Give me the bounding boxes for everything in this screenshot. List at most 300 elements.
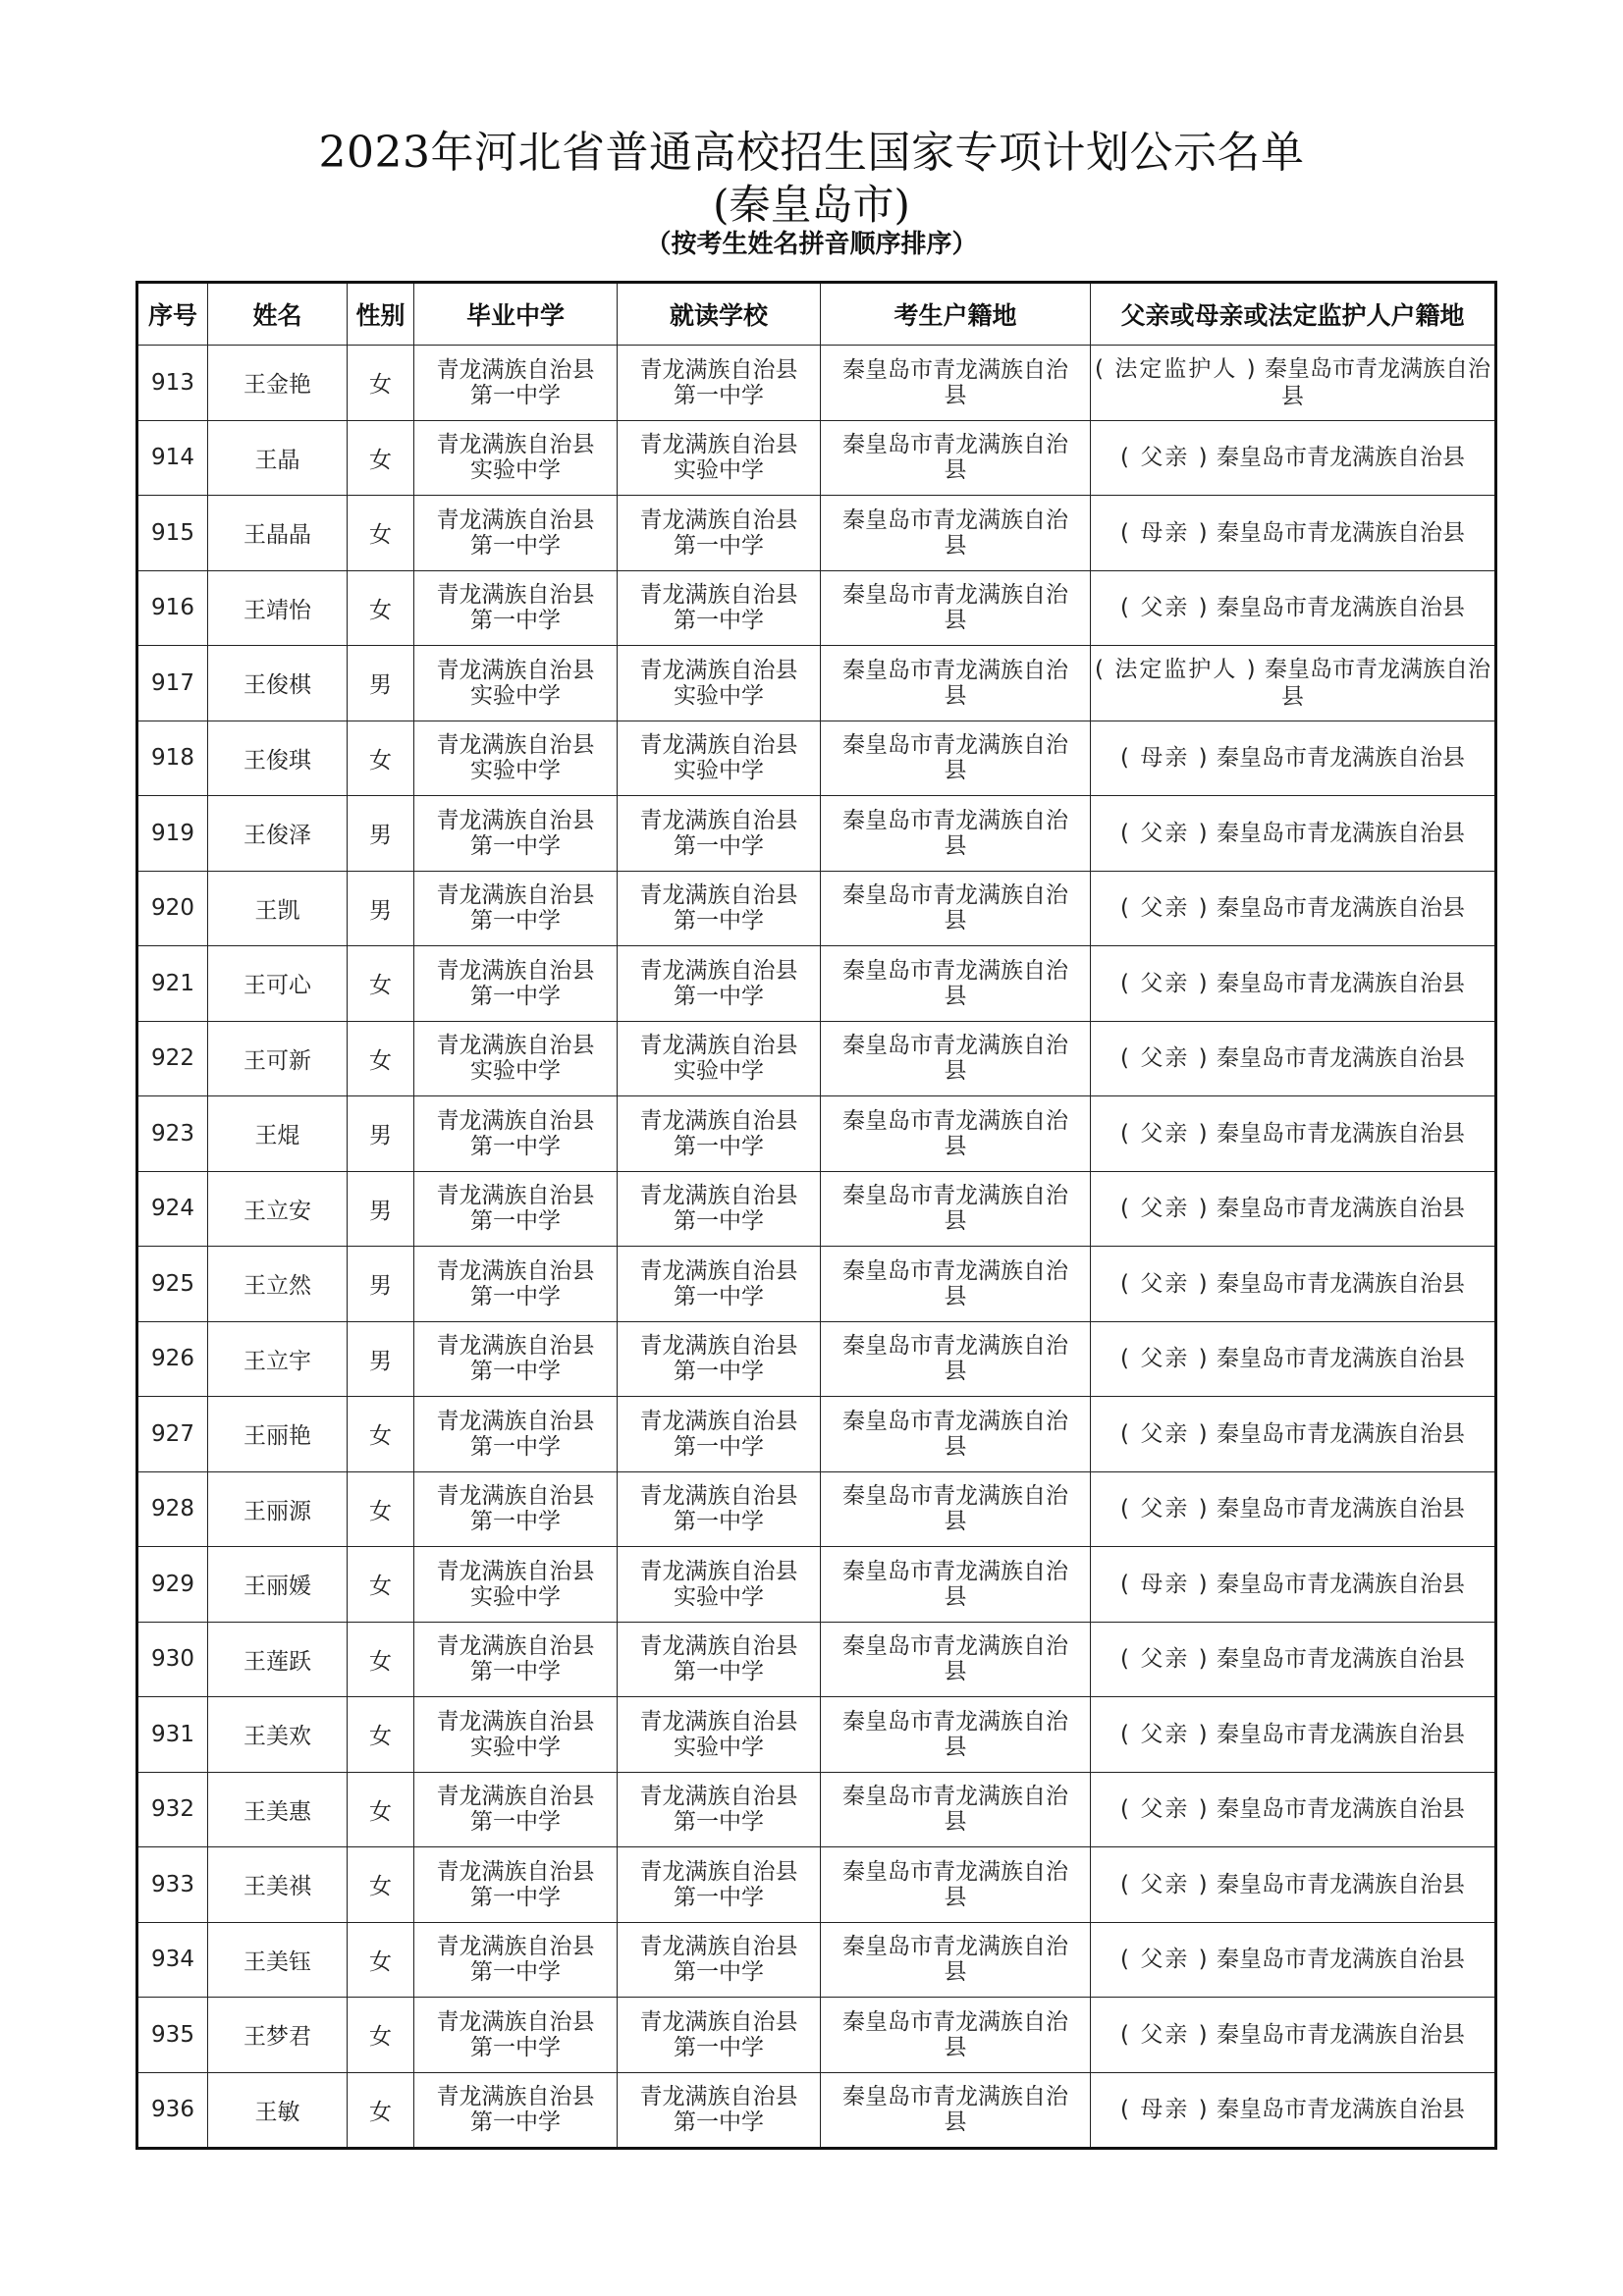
current-school-line-1: 青龙满族自治县 — [639, 957, 798, 984]
grad-school-line-1: 青龙满族自治县 — [436, 1558, 595, 1584]
row-parent-hukou — [1091, 1321, 1496, 1397]
hukou-line-1: 秦皇岛市青龙满族自治 — [842, 882, 1068, 909]
parent-location: 秦皇岛市青龙满族自治县 — [1216, 2097, 1465, 2123]
row-parent-hukou — [1091, 1772, 1496, 1847]
row-name: 王可新 — [208, 1021, 348, 1096]
parent-location: 秦皇岛市青龙满族自治县 — [1216, 1796, 1465, 1823]
grad-school-line-2: 第一中学 — [470, 2034, 561, 2060]
hukou-line-2: 县 — [944, 2034, 967, 2060]
row-parent-hukou — [1091, 946, 1496, 1022]
table-row — [137, 721, 1496, 796]
current-school-line-1: 青龙满族自治县 — [639, 1708, 798, 1735]
row-gender: 女 — [348, 1847, 414, 1923]
parent-location: 秦皇岛市青龙满族自治县 — [1216, 1120, 1465, 1147]
row-hukou — [821, 871, 1091, 946]
row-gender: 女 — [348, 1021, 414, 1096]
grad-school-line-2: 第一中学 — [470, 1133, 561, 1159]
row-gender: 男 — [348, 1247, 414, 1322]
grad-school-line-2: 第一中学 — [470, 1959, 561, 1986]
grad-school-line-2: 实验中学 — [470, 1058, 561, 1085]
grad-school-line-1: 青龙满族自治县 — [436, 582, 595, 609]
row-name: 王丽源 — [208, 1471, 348, 1547]
grad-school-line-1: 青龙满族自治县 — [436, 1784, 595, 1810]
grad-school-line-1: 青龙满族自治县 — [436, 356, 595, 383]
current-school-line-1: 青龙满族自治县 — [639, 732, 798, 759]
row-name: 王丽媛 — [208, 1547, 348, 1623]
city-subtitle: (秦皇岛市) — [713, 181, 910, 229]
table-row — [137, 496, 1496, 571]
parent-relation: ( 父亲 ) — [1120, 1346, 1210, 1372]
row-grad-school — [414, 420, 618, 496]
hukou-line-1: 秦皇岛市青龙满族自治 — [842, 1858, 1068, 1885]
row-gender: 女 — [348, 1772, 414, 1847]
row-name: 王焜 — [208, 1096, 348, 1172]
row-hukou — [821, 1321, 1091, 1397]
parent-relation: ( 父亲 ) — [1120, 1646, 1210, 1673]
current-school-line-1: 青龙满族自治县 — [639, 1558, 798, 1584]
current-school-line-1: 青龙满族自治县 — [639, 1858, 798, 1885]
hukou-line-2: 县 — [944, 608, 967, 634]
table-row — [137, 1397, 1496, 1472]
row-name: 王立宇 — [208, 1321, 348, 1397]
row-name: 王俊棋 — [208, 646, 348, 721]
grad-school-line-1: 青龙满族自治县 — [436, 1333, 595, 1360]
row-current-school — [618, 1096, 821, 1172]
grad-school-line-2: 第一中学 — [470, 832, 561, 859]
grad-school-line-1: 青龙满族自治县 — [436, 1033, 595, 1059]
hukou-line-1: 秦皇岛市青龙满族自治 — [842, 1033, 1068, 1059]
hukou-line-2: 县 — [944, 2109, 967, 2136]
hukou-line-1: 秦皇岛市青龙满族自治 — [842, 1107, 1068, 1134]
row-name: 王晶晶 — [208, 496, 348, 571]
grad-school-line-2: 第一中学 — [470, 1509, 561, 1535]
row-hukou — [821, 496, 1091, 571]
row-seq: 925 — [137, 1247, 208, 1322]
row-grad-school — [414, 1096, 618, 1172]
row-name: 王晶 — [208, 420, 348, 496]
hukou-line-2: 县 — [944, 457, 967, 484]
grad-school-line-2: 实验中学 — [470, 1583, 561, 1610]
row-gender: 男 — [348, 1171, 414, 1247]
row-name: 王梦君 — [208, 1998, 348, 2073]
parent-location: 秦皇岛市青龙满族自治县 — [1216, 595, 1465, 621]
row-grad-school — [414, 796, 618, 872]
row-parent-hukou — [1091, 1622, 1496, 1697]
hukou-line-2: 县 — [944, 1583, 967, 1610]
hukou-line-1: 秦皇岛市青龙满族自治 — [842, 807, 1068, 833]
grad-school-line-1: 青龙满族自治县 — [436, 1107, 595, 1134]
parent-relation: ( 父亲 ) — [1120, 820, 1210, 846]
parent-location: 秦皇岛市青龙满族自治县 — [1216, 1496, 1465, 1522]
row-seq: 934 — [137, 1922, 208, 1998]
row-name: 王立安 — [208, 1171, 348, 1247]
table-row — [137, 1171, 1496, 1247]
current-school-line-2: 第一中学 — [674, 1133, 764, 1159]
row-name: 王可心 — [208, 946, 348, 1022]
hukou-line-1: 秦皇岛市青龙满族自治 — [842, 2008, 1068, 2035]
table-row — [137, 420, 1496, 496]
row-hukou — [821, 1096, 1091, 1172]
table-row — [137, 2072, 1496, 2149]
current-school-line-2: 第一中学 — [674, 1884, 764, 1910]
hukou-line-2: 县 — [944, 682, 967, 709]
grad-school-line-1: 青龙满族自治县 — [436, 957, 595, 984]
hukou-line-2: 县 — [944, 1058, 967, 1085]
row-parent-hukou — [1091, 871, 1496, 946]
row-seq: 929 — [137, 1547, 208, 1623]
hukou-line-2: 县 — [944, 908, 967, 934]
hukou-line-2: 县 — [944, 758, 967, 784]
sort-note: （按考生姓名拼音顺序排序） — [645, 230, 978, 259]
grad-school-line-2: 第一中学 — [470, 608, 561, 634]
parent-relation: ( 父亲 ) — [1120, 1045, 1210, 1072]
current-school-line-2: 第一中学 — [674, 983, 764, 1009]
grad-school-line-1: 青龙满族自治县 — [436, 1858, 595, 1885]
row-seq: 926 — [137, 1321, 208, 1397]
row-gender: 女 — [348, 1922, 414, 1998]
current-school-line-1: 青龙满族自治县 — [639, 657, 798, 683]
grad-school-line-2: 第一中学 — [470, 983, 561, 1009]
row-seq: 924 — [137, 1171, 208, 1247]
parent-location: 秦皇岛市青龙满族自治县 — [1216, 1947, 1465, 1973]
table-row — [137, 1471, 1496, 1547]
row-current-school — [618, 1998, 821, 2073]
row-parent-hukou — [1091, 1847, 1496, 1923]
column-header-gender: 性别 — [348, 283, 414, 346]
current-school-line-1: 青龙满族自治县 — [639, 507, 798, 533]
grad-school-line-2: 实验中学 — [470, 682, 561, 709]
row-grad-school — [414, 1622, 618, 1697]
row-parent-hukou — [1091, 1547, 1496, 1623]
parent-relation: ( 父亲 ) — [1120, 1496, 1210, 1522]
row-grad-school — [414, 496, 618, 571]
hukou-line-1: 秦皇岛市青龙满族自治 — [842, 1333, 1068, 1360]
current-school-line-1: 青龙满族自治县 — [639, 1033, 798, 1059]
grad-school-line-1: 青龙满族自治县 — [436, 2008, 595, 2035]
row-grad-school — [414, 646, 618, 721]
row-hukou — [821, 646, 1091, 721]
row-grad-school — [414, 1922, 618, 1998]
parent-relation: ( 父亲 ) — [1120, 970, 1210, 996]
row-parent-hukou — [1091, 2072, 1496, 2149]
current-school-line-1: 青龙满族自治县 — [639, 807, 798, 833]
parent-location: 秦皇岛市青龙满族自治县 — [1216, 1871, 1465, 1897]
grad-school-line-2: 第一中学 — [470, 1208, 561, 1235]
row-grad-school — [414, 1247, 618, 1322]
row-current-school — [618, 1922, 821, 1998]
grad-school-line-1: 青龙满族自治县 — [436, 1408, 595, 1434]
current-school-line-1: 青龙满族自治县 — [639, 1107, 798, 1134]
row-grad-school — [414, 871, 618, 946]
parent-location: 秦皇岛市青龙满族自治县 — [1216, 2021, 1465, 2048]
row-current-school — [618, 946, 821, 1022]
grad-school-line-1: 青龙满族自治县 — [436, 1934, 595, 1960]
parent-relation: ( 父亲 ) — [1120, 2021, 1210, 2048]
parent-location: 秦皇岛市青龙满族自治县 — [1216, 1571, 1465, 1597]
column-header-grad-school: 毕业中学 — [414, 283, 618, 346]
row-seq: 932 — [137, 1772, 208, 1847]
parent-relation: ( 母亲 ) — [1120, 745, 1210, 772]
row-parent-hukou — [1091, 1998, 1496, 2073]
row-gender: 女 — [348, 420, 414, 496]
row-gender: 女 — [348, 2072, 414, 2149]
row-grad-school — [414, 2072, 618, 2149]
hukou-line-2: 县 — [944, 1659, 967, 1685]
row-seq: 915 — [137, 496, 208, 571]
row-current-school — [618, 796, 821, 872]
row-current-school — [618, 1847, 821, 1923]
table-row — [137, 796, 1496, 872]
row-grad-school — [414, 346, 618, 421]
row-hukou — [821, 1547, 1091, 1623]
row-name: 王俊泽 — [208, 796, 348, 872]
row-current-school — [618, 2072, 821, 2149]
grad-school-line-1: 青龙满族自治县 — [436, 507, 595, 533]
current-school-line-2: 第一中学 — [674, 532, 764, 559]
parent-location: 秦皇岛市青龙满族自治县 — [1216, 1721, 1465, 1747]
row-hukou — [821, 1922, 1091, 1998]
row-seq: 931 — [137, 1697, 208, 1773]
row-hukou — [821, 1397, 1091, 1472]
grad-school-line-1: 青龙满族自治县 — [436, 1257, 595, 1284]
parent-relation: ( 父亲 ) — [1120, 1871, 1210, 1897]
row-hukou — [821, 1471, 1091, 1547]
row-current-school — [618, 570, 821, 646]
grad-school-line-2: 第一中学 — [470, 2109, 561, 2136]
hukou-line-1: 秦皇岛市青龙满族自治 — [842, 1257, 1068, 1284]
hukou-line-2: 县 — [944, 1809, 967, 1836]
row-seq: 936 — [137, 2072, 208, 2149]
row-parent-hukou — [1091, 1096, 1496, 1172]
hukou-line-1: 秦皇岛市青龙满族自治 — [842, 1183, 1068, 1209]
current-school-line-2: 实验中学 — [674, 1734, 764, 1760]
row-grad-school — [414, 721, 618, 796]
current-school-line-2: 第一中学 — [674, 908, 764, 934]
row-grad-school — [414, 1021, 618, 1096]
row-parent-hukou — [1091, 1397, 1496, 1472]
row-current-school — [618, 1772, 821, 1847]
table-row — [137, 646, 1496, 721]
row-current-school — [618, 1397, 821, 1472]
hukou-line-2: 县 — [944, 1884, 967, 1910]
parent-location: 秦皇岛市青龙满族自治县 — [1216, 445, 1465, 471]
row-parent-hukou — [1091, 1471, 1496, 1547]
row-grad-school — [414, 1772, 618, 1847]
page-title: 2023年河北省普通高校招生国家专项计划公示名单 — [318, 128, 1305, 178]
column-header-current-school: 就读学校 — [618, 283, 821, 346]
row-current-school — [618, 1171, 821, 1247]
parent-location: 秦皇岛市青龙满族自治县 — [1216, 1646, 1465, 1673]
grad-school-line-1: 青龙满族自治县 — [436, 882, 595, 909]
grad-school-line-1: 青龙满族自治县 — [436, 807, 595, 833]
current-school-line-2: 第一中学 — [674, 1509, 764, 1535]
current-school-line-1: 青龙满族自治县 — [639, 1934, 798, 1960]
current-school-line-2: 第一中学 — [674, 1359, 764, 1385]
row-current-school — [618, 346, 821, 421]
row-grad-school — [414, 1171, 618, 1247]
row-hukou — [821, 1998, 1091, 2073]
current-school-line-1: 青龙满族自治县 — [639, 2084, 798, 2110]
row-seq: 922 — [137, 1021, 208, 1096]
row-gender: 女 — [348, 1622, 414, 1697]
row-gender: 男 — [348, 646, 414, 721]
parent-relation: ( 父亲 ) — [1120, 1721, 1210, 1747]
current-school-line-1: 青龙满族自治县 — [639, 882, 798, 909]
row-grad-school — [414, 1697, 618, 1773]
row-gender: 男 — [348, 796, 414, 872]
row-gender: 女 — [348, 570, 414, 646]
parent-relation: ( 父亲 ) — [1120, 1420, 1210, 1447]
hukou-line-2: 县 — [944, 532, 967, 559]
row-name: 王立然 — [208, 1247, 348, 1322]
row-seq: 928 — [137, 1471, 208, 1547]
parent-relation: ( 父亲 ) — [1120, 1196, 1210, 1222]
hukou-line-1: 秦皇岛市青龙满族自治 — [842, 732, 1068, 759]
table-row — [137, 570, 1496, 646]
row-parent-hukou — [1091, 721, 1496, 796]
hukou-line-2: 县 — [944, 1433, 967, 1460]
row-grad-school — [414, 1321, 618, 1397]
roster-body — [137, 346, 1496, 2149]
current-school-line-1: 青龙满族自治县 — [639, 1784, 798, 1810]
hukou-line-1: 秦皇岛市青龙满族自治 — [842, 1558, 1068, 1584]
current-school-line-1: 青龙满族自治县 — [639, 1257, 798, 1284]
row-hukou — [821, 2072, 1091, 2149]
parent-relation: ( 父亲 ) — [1120, 595, 1210, 621]
hukou-line-2: 县 — [944, 1734, 967, 1760]
row-name: 王莲跃 — [208, 1622, 348, 1697]
row-current-school — [618, 1321, 821, 1397]
current-school-line-2: 实验中学 — [674, 1583, 764, 1610]
current-school-line-1: 青龙满族自治县 — [639, 432, 798, 458]
row-parent-hukou — [1091, 1922, 1496, 1998]
row-seq: 930 — [137, 1622, 208, 1697]
row-parent-hukou — [1091, 346, 1496, 421]
table-row — [137, 871, 1496, 946]
row-current-school — [618, 871, 821, 946]
row-seq: 935 — [137, 1998, 208, 2073]
row-hukou — [821, 721, 1091, 796]
grad-school-line-2: 第一中学 — [470, 382, 561, 408]
table-row — [137, 1847, 1496, 1923]
row-gender: 女 — [348, 1397, 414, 1472]
row-hukou — [821, 1697, 1091, 1773]
grad-school-line-1: 青龙满族自治县 — [436, 1483, 595, 1510]
parent-relation: ( 母亲 ) — [1120, 1571, 1210, 1597]
current-school-line-2: 第一中学 — [674, 382, 764, 408]
grad-school-line-1: 青龙满族自治县 — [436, 657, 595, 683]
current-school-line-2: 第一中学 — [674, 1659, 764, 1685]
table-row — [137, 1321, 1496, 1397]
row-seq: 916 — [137, 570, 208, 646]
column-header-parent-hukou: 父亲或母亲或法定监护人户籍地 — [1091, 283, 1496, 346]
row-seq: 917 — [137, 646, 208, 721]
parent-relation: ( 母亲 ) — [1120, 519, 1210, 546]
row-gender: 女 — [348, 1471, 414, 1547]
current-school-line-2: 实验中学 — [674, 457, 764, 484]
row-grad-school — [414, 1397, 618, 1472]
hukou-line-2: 县 — [944, 983, 967, 1009]
row-seq: 919 — [137, 796, 208, 872]
row-seq: 918 — [137, 721, 208, 796]
row-hukou — [821, 1021, 1091, 1096]
hukou-line-1: 秦皇岛市青龙满族自治 — [842, 1708, 1068, 1735]
current-school-line-1: 青龙满族自治县 — [639, 1333, 798, 1360]
row-name: 王美欢 — [208, 1697, 348, 1773]
hukou-line-1: 秦皇岛市青龙满族自治 — [842, 1408, 1068, 1434]
row-hukou — [821, 570, 1091, 646]
row-hukou — [821, 346, 1091, 421]
row-hukou — [821, 1171, 1091, 1247]
table-row — [137, 1096, 1496, 1172]
hukou-line-2: 县 — [944, 1208, 967, 1235]
table-row — [137, 1922, 1496, 1998]
parent-location: 秦皇岛市青龙满族自治县 — [1216, 519, 1465, 546]
row-seq: 927 — [137, 1397, 208, 1472]
grad-school-line-2: 第一中学 — [470, 1659, 561, 1685]
current-school-line-2: 实验中学 — [674, 682, 764, 709]
row-hukou — [821, 1247, 1091, 1322]
row-gender: 女 — [348, 496, 414, 571]
row-parent-hukou — [1091, 646, 1496, 721]
row-seq: 933 — [137, 1847, 208, 1923]
row-grad-school — [414, 1547, 618, 1623]
hukou-line-2: 县 — [944, 832, 967, 859]
current-school-line-2: 第一中学 — [674, 2109, 764, 2136]
row-current-school — [618, 1021, 821, 1096]
row-hukou — [821, 1847, 1091, 1923]
row-current-school — [618, 1247, 821, 1322]
grad-school-line-2: 实验中学 — [470, 758, 561, 784]
row-parent-hukou — [1091, 420, 1496, 496]
hukou-line-1: 秦皇岛市青龙满族自治 — [842, 657, 1068, 683]
row-gender: 女 — [348, 1547, 414, 1623]
row-current-school — [618, 496, 821, 571]
row-name: 王美钰 — [208, 1922, 348, 1998]
current-school-line-2: 第一中学 — [674, 1283, 764, 1309]
row-seq: 923 — [137, 1096, 208, 1172]
parent-location: 秦皇岛市青龙满族自治县 — [1216, 1196, 1465, 1222]
row-current-school — [618, 646, 821, 721]
row-gender: 男 — [348, 1096, 414, 1172]
hukou-line-2: 县 — [944, 382, 967, 408]
current-school-line-1: 青龙满族自治县 — [639, 1408, 798, 1434]
table-row — [137, 1622, 1496, 1697]
parent-relation: ( 法定监护人 ) — [1095, 355, 1258, 382]
row-hukou — [821, 420, 1091, 496]
current-school-line-1: 青龙满族自治县 — [639, 1183, 798, 1209]
grad-school-line-2: 第一中学 — [470, 1433, 561, 1460]
current-school-line-1: 青龙满族自治县 — [639, 356, 798, 383]
grad-school-line-1: 青龙满族自治县 — [436, 2084, 595, 2110]
current-school-line-2: 实验中学 — [674, 1058, 764, 1085]
current-school-line-1: 青龙满族自治县 — [639, 1483, 798, 1510]
grad-school-line-2: 第一中学 — [470, 1884, 561, 1910]
parent-location: 秦皇岛市青龙满族自治县 — [1216, 820, 1465, 846]
row-current-school — [618, 420, 821, 496]
hukou-line-2: 县 — [944, 1509, 967, 1535]
hukou-line-1: 秦皇岛市青龙满族自治 — [842, 432, 1068, 458]
grad-school-line-2: 第一中学 — [470, 1283, 561, 1309]
row-grad-school — [414, 570, 618, 646]
current-school-line-2: 第一中学 — [674, 1433, 764, 1460]
parent-relation: ( 父亲 ) — [1120, 1270, 1210, 1297]
current-school-line-2: 第一中学 — [674, 832, 764, 859]
parent-relation: ( 父亲 ) — [1120, 1796, 1210, 1823]
row-seq: 920 — [137, 871, 208, 946]
grad-school-line-1: 青龙满族自治县 — [436, 432, 595, 458]
row-parent-hukou — [1091, 796, 1496, 872]
